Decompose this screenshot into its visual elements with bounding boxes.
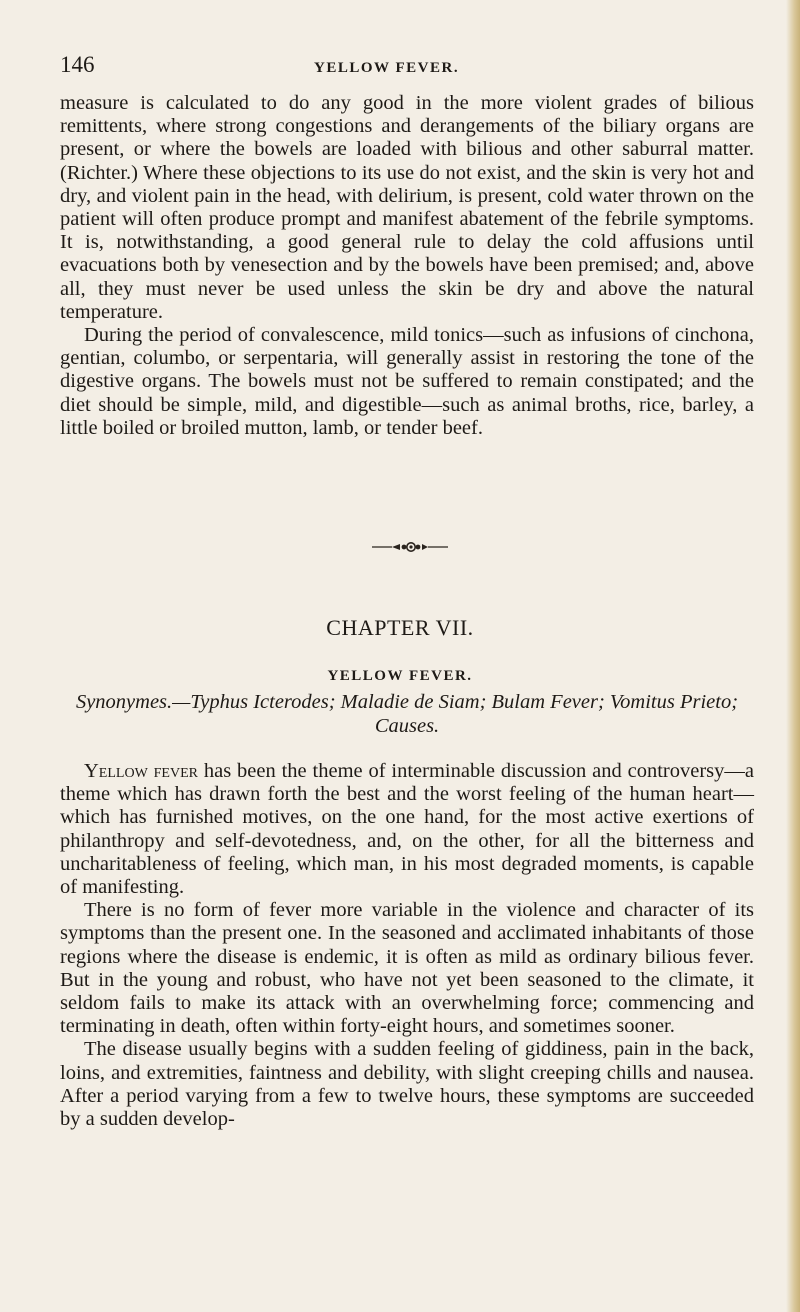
paragraph: During the period of convalescence, mild tonics—such as infusions of cinchona, gentian, columbo, or serpentaria, will generally assist in restoring the tone of the digestive organs. The bowels must not be suffered to remain constipated; and the diet should be simple, mild, and digestible—such as animal broths, rice, barley, a little boiled or broiled mutton, lamb, or tender beef. bbox=[60, 324, 754, 439]
page-header bbox=[60, 52, 760, 82]
paragraph bbox=[60, 760, 754, 899]
bottom-text-block bbox=[60, 760, 754, 1131]
paragraph: measure is calculated to do any good in the more violent grades of bilious remittents, where strong congestions and derangements of the biliary organs are present, or where the bowels are loaded with bilious and other saburral matter. (Richter.) Where these objections to its use do not exist, and the skin is very hot and dry, and violent pain in the head, with delirium, is present, cold water thrown on the patient will often produce prompt and manifest abatement of the febrile symptoms. It is, notwithstanding, a good general rule to delay the cold affusions until evacuations both by venesection and by the bowels have been premised; and, above all, they must never be used unless the skin be dry and above the natural temperature. bbox=[60, 92, 754, 323]
running-head: YELLOW FEVER. bbox=[314, 60, 460, 76]
paragraph-text: has been the theme of interminable discussion and controversy—a theme which has drawn forth the best and the worst feeling of the human heart—which has furnished motives, on the one hand, for the most active exertions of philanthropy and self-devotedness, and, on the other, for all the bitterness and uncharitableness of feeling, which man, in his most degraded moments, is capable of manifesting. bbox=[60, 760, 755, 899]
chapter-subtitle: YELLOW FEVER. bbox=[327, 668, 473, 684]
page-number: 146 bbox=[60, 52, 95, 77]
paragraph-text: There is no form of fever more variable in the violence and character of its symptoms than the present one. In the seasoned and acclimated inhabitants of those regions where the disease is endemic, it is often as mild as ordinary bilious fever. But in the young and robust, who have not yet been seasoned to the climate, it seldom fails to make its attack with an overwhelming force; commencing and terminating in death, often within forty-eight hours, and sometimes sooner. bbox=[60, 899, 754, 1038]
chapter-title: CHAPTER VII. bbox=[326, 615, 474, 640]
paragraph bbox=[60, 899, 754, 1038]
top-text-block bbox=[60, 92, 754, 440]
chapter-synonymes: Synonymes.—Typhus Icterodes; Maladie de Siam; Bulam Fever; Vomitus Prieto; Causes. bbox=[75, 691, 739, 737]
paragraph-text: The disease usually begins with a sudden feeling of giddiness, pain in the back, loins, and extremities, faintness and debility, with slight creeping chills and nausea. After a period varying from a few to twelve hours, these symptoms are succeeded by a sudden develop- bbox=[60, 1038, 754, 1131]
paragraph-lead: Yellow fever bbox=[84, 760, 198, 782]
page-edge bbox=[786, 0, 800, 1312]
chapter-ornament bbox=[370, 538, 450, 556]
paragraph bbox=[60, 1038, 754, 1131]
